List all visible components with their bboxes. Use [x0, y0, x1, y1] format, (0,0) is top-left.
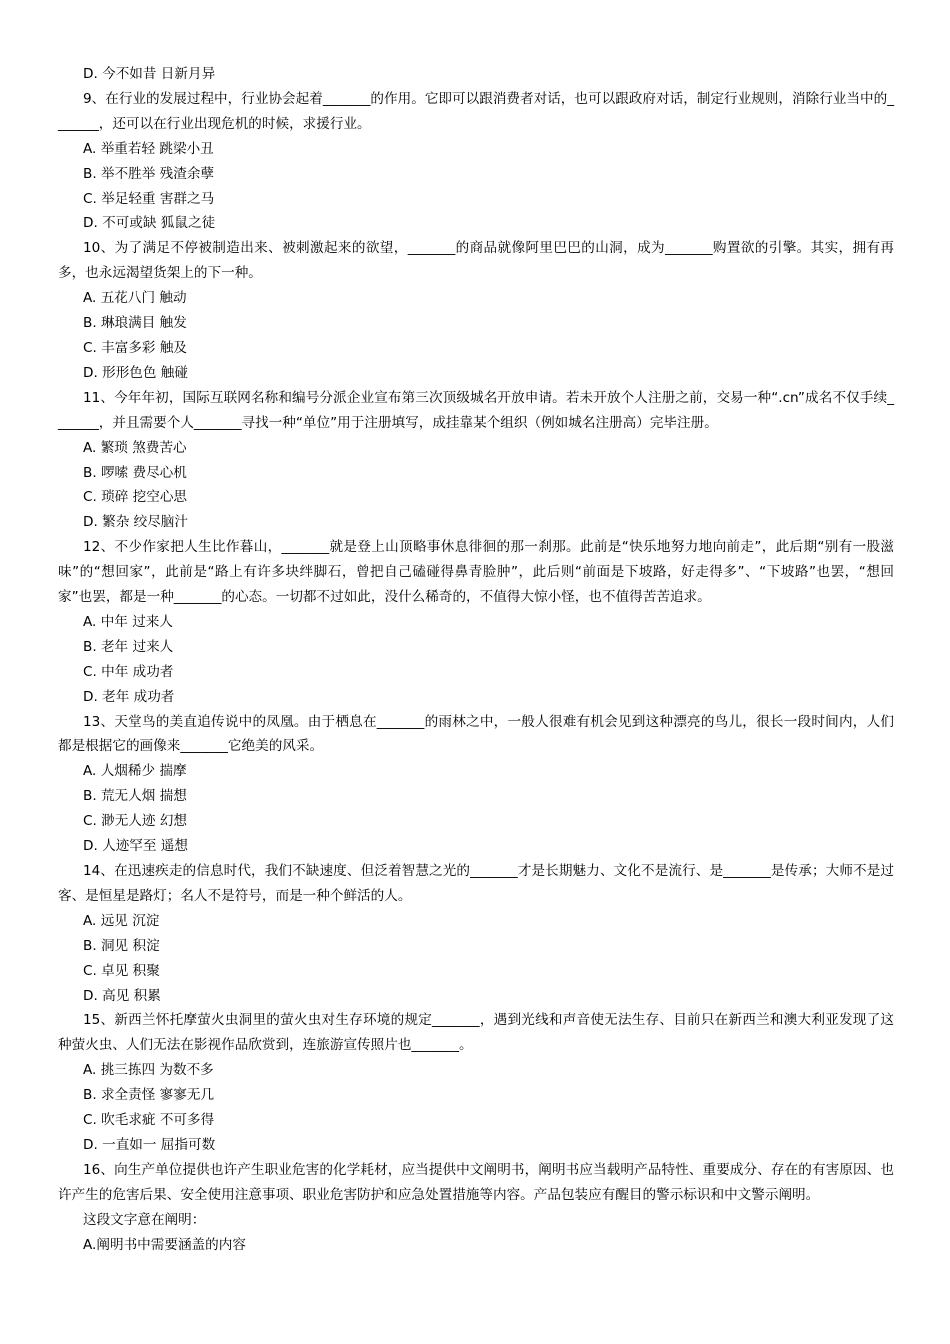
- answer-option: B. 洞见 积淀: [83, 937, 160, 954]
- question-text: 9、在行业的发展过程中，行业协会起着_______的作用。它即可以跟消费者对话，也可以跟政府对话，制定行业规则，消除行业当中的_______，还可以在行业出现危机的时候，求援行业。: [58, 90, 894, 132]
- document-body: [58, 62, 894, 1258]
- answer-option: A. 人烟稀少 揣摩: [83, 763, 187, 780]
- answer-option: D. 老年 成功者: [83, 688, 175, 705]
- answer-option: A. 中年 过来人: [83, 613, 173, 630]
- answer-option: A. 挑三拣四 为数不多: [83, 1062, 214, 1079]
- answer-option: C. 中年 成功者: [83, 663, 174, 680]
- answer-option: C. 卓见 积聚: [83, 962, 160, 979]
- question-stem: 这段文字意在阐明：: [83, 1211, 206, 1228]
- question-text: 15、新西兰怀托摩萤火虫洞里的萤火虫对生存环境的规定_______，遇到光线和声音使无法生存、目前只在新西兰和澳大利亚发现了这种萤火虫、人们无法在影视作品欣赏到，连旅游宣传照片也_______。: [58, 1012, 894, 1054]
- answer-option: C. 渺无人迹 幻想: [83, 813, 188, 830]
- answer-option: D. 繁杂 绞尽脑汁: [83, 514, 188, 531]
- answer-option: C. 琐碎 挖空心思: [83, 489, 188, 506]
- answer-option: A.阐明书中需要涵盖的内容: [83, 1236, 246, 1253]
- question-text: 11、今年年初，国际互联网名称和编号分派企业宣布第三次顶级城名开放申请。若未开放个人注册之前，交易一种“.cn”成名不仅手续_______，并且需要个人_______寻找一种“单位”用于注册填写，成挂靠某个组织（例如城名注册高）完毕注册。: [58, 389, 894, 431]
- answer-option: D. 人迹罕至 遥想: [83, 838, 188, 855]
- answer-option: C. 举足轻重 害群之马: [83, 190, 215, 207]
- answer-option: D. 高见 积累: [83, 987, 161, 1004]
- answer-option: C. 吹毛求疵 不可多得: [83, 1112, 215, 1129]
- answer-option: B. 荒无人烟 揣想: [83, 788, 187, 805]
- answer-option: D. 一直如一 屈指可数: [83, 1136, 216, 1153]
- answer-option: D. 形形色色 触碰: [83, 364, 188, 381]
- question-text: 10、为了满足不停被制造出来、被刺激起来的欲望，_______的商品就像阿里巴巴的山洞，成为_______购置欲的引擎。其实，拥有再多，也永远渴望货架上的下一种。: [58, 240, 894, 282]
- question-text: 14、在迅速疾走的信息时代，我们不缺速度、但泛着智慧之光的_______才是长期魅力、文化不是流行、是_______是传承；大师不是过客、是恒星是路灯；名人不是符号，而是一种个鲜活的人。: [58, 863, 894, 904]
- answer-option: D. 不可或缺 狐鼠之徒: [83, 215, 216, 232]
- question-text: 12、不少作家把人生比作暮山，_______就是登上山顶略事休息徘徊的那一刹那。此前是“快乐地努力地向前走”，此后期“别有一股滋味”的“想回家”，此前是“路上有许多块绊脚石，曾把自己磕碰得鼻青脸肿”，此后则“前面是下坡路，好走得多”、“下坡路”也罢，“想回家”也罢，都是一种_______的心态。一切都不过如此，没什么稀奇的，不值得大惊小怪，也不值得苦苦追求。: [58, 539, 894, 606]
- answer-option: A. 繁琐 煞费苦心: [83, 439, 187, 456]
- question-text: 13、天堂鸟的美直追传说中的凤凰。由于栖息在_______的雨林之中，一般人很难有机会见到这种漂亮的鸟儿，很长一段时间内，人们都是根据它的画像来_______它绝美的风采。: [58, 713, 894, 755]
- answer-option: A. 远见 沉淀: [83, 912, 160, 929]
- answer-option: B. 举不胜举 残渣余孽: [83, 165, 215, 182]
- answer-option: D. 今不如昔 日新月异: [83, 66, 216, 82]
- answer-option: A. 举重若轻 跳梁小丑: [83, 140, 214, 157]
- question-text: 16、向生产单位提供也许产生职业危害的化学耗材，应当提供中文阐明书，阐明书应当载明产品特性、重要成分、存在的有害原因、也许产生的危害后果、安全使用注意事项、职业危害防护和应急处置措施等内容。产品包装应有醒目的警示标识和中文警示阐明。: [58, 1161, 894, 1203]
- answer-option: C. 丰富多彩 触及: [83, 339, 188, 356]
- answer-option: B. 啰嗦 费尽心机: [83, 464, 187, 481]
- answer-option: B. 老年 过来人: [83, 638, 174, 655]
- answer-option: B. 琳琅满目 触发: [83, 315, 187, 332]
- answer-option: B. 求全责怪 寥寥无几: [83, 1087, 215, 1104]
- answer-option: A. 五花八门 触动: [83, 290, 187, 307]
